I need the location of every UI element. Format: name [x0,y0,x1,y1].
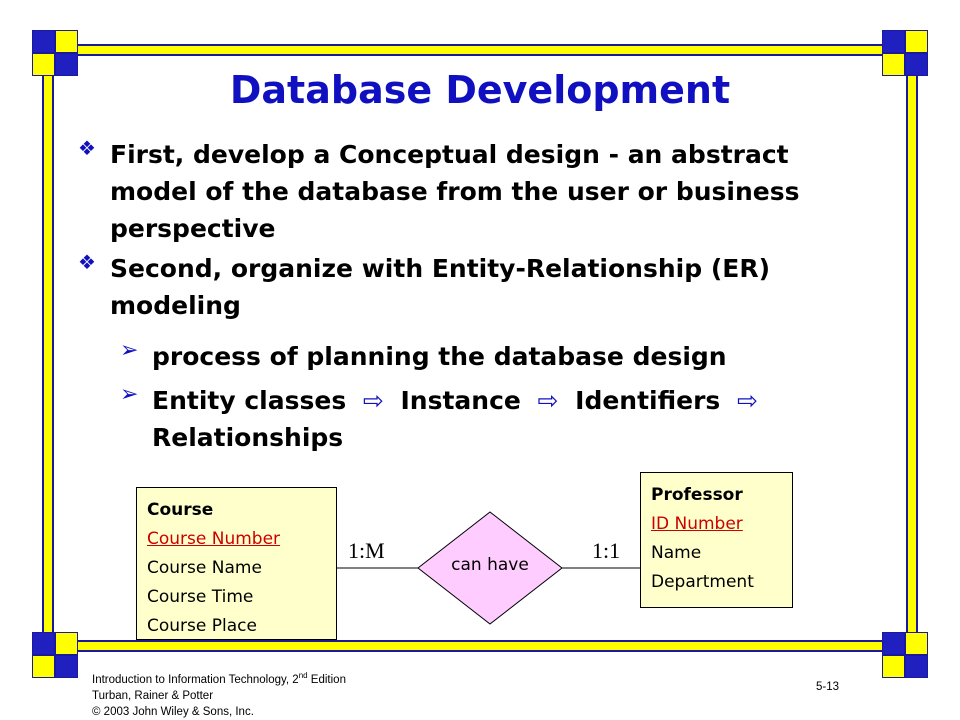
sequence-item: Entity classes [152,386,347,415]
page-number: 5-13 [816,681,840,693]
footer-line-copyright: © 2003 John Wiley & Sons, Inc. [92,705,254,718]
entity-professor [640,472,793,608]
entity-key-attribute: Course Number [147,529,281,549]
entity-name: Course [147,500,214,520]
hollow-arrow-icon: ⇨ [729,386,758,415]
diamond-bullet-icon: ❖ [78,136,96,160]
sequence-item: Relationships [152,423,344,452]
slide-title: Database Development [229,68,731,112]
cardinality-left: 1:M [348,538,385,563]
entity-course [136,487,337,640]
entity-key-attribute: ID Number [651,514,743,534]
footer-line-book: Introduction to Information Technology, 2nd Edition [92,671,346,686]
entity-name: Professor [651,485,743,505]
entity-attribute: Name [651,543,702,563]
footer-citation [92,668,346,720]
entity-attribute: Course Name [147,558,262,578]
cardinality-right: 1:1 [592,538,621,563]
entity-attribute: Course Place [147,616,257,636]
sequence-item: Identifiers [575,386,721,415]
sub-bullet-planning: process of planning the database design [152,342,727,371]
bullet-er-modeling: Second, organize with Entity-Relationship (ER) modeling [110,254,770,320]
diamond-bullet-icon: ❖ [78,250,96,274]
footer-line-authors: Turban, Rainer & Potter [92,689,214,702]
entity-attribute: Course Time [147,587,254,607]
relationship-label: can have [451,555,529,575]
sequence-item: Instance [400,386,521,415]
bullet-conceptual-design: First, develop a Conceptual design - an abstract model of the database from the user or business perspective [110,140,800,243]
hollow-arrow-icon: ⇨ [354,386,392,415]
arrow-bullet-icon: ➢ [120,382,139,407]
arrow-bullet-icon: ➢ [120,338,139,363]
entity-attribute: Department [651,572,754,592]
hollow-arrow-icon: ⇨ [529,386,567,415]
